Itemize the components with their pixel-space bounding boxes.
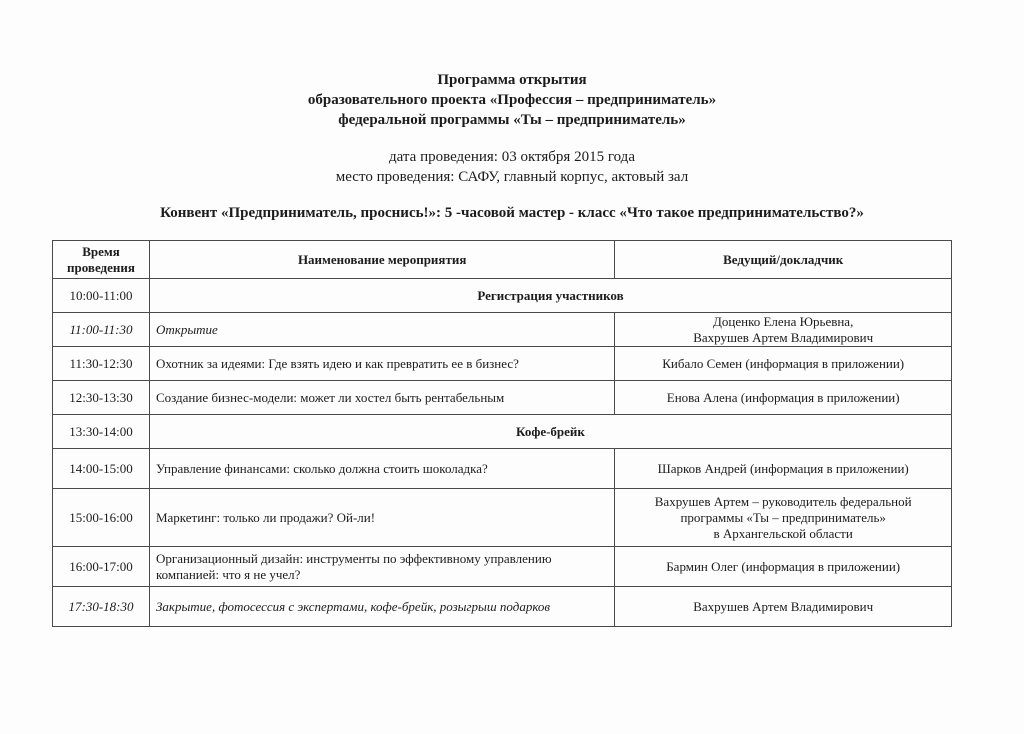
program-title [0, 70, 1024, 130]
event-meta [0, 147, 1024, 187]
table-row [53, 415, 952, 449]
row-host: Енова Алена (информация в приложении) [615, 381, 952, 415]
row-event: Охотник за идеями: Где взять идею и как превратить ее в бизнес? [149, 347, 614, 381]
row-time: 14:00-15:00 [53, 449, 150, 489]
row-event-spanning: Кофе-брейк [149, 415, 951, 449]
event-date: дата проведения: 03 октября 2015 года [389, 149, 635, 165]
row-event: Управление финансами: сколько должна стоить шоколадка? [149, 449, 614, 489]
title-line-1: Программа открытия [437, 72, 587, 88]
row-host-line-3: в Архангельской области [713, 525, 853, 541]
table-row [53, 313, 952, 347]
header-time-line-1: Время [82, 243, 120, 259]
row-event: Закрытие, фотосессия с экспертами, кофе-брейк, розыгрыш подарков [149, 587, 614, 627]
header-time [53, 241, 150, 279]
table-header-row [53, 241, 952, 279]
row-host-line-2: Вахрушев Артем Владимирович [693, 329, 874, 345]
row-event-spanning: Регистрация участников [149, 279, 951, 313]
row-time: 11:30-12:30 [53, 347, 150, 381]
schedule-table [52, 240, 952, 627]
header-host: Ведущий/докладчик [615, 241, 952, 279]
header-time-line-2: проведения [67, 259, 135, 275]
row-host-line-1: Доценко Елена Юрьевна, [713, 313, 854, 329]
table-row [53, 449, 952, 489]
event-place: место проведения: САФУ, главный корпус, актовый зал [335, 169, 689, 185]
row-host-line-2: программы «Ты – предприниматель» [680, 509, 886, 525]
row-event: Открытие [149, 313, 614, 347]
row-event-line-1: Организационный дизайн: инструменты по эффективному управлению [155, 550, 552, 566]
row-host: Шарков Андрей (информация в приложении) [615, 449, 952, 489]
title-line-3: федеральной программы «Ты – предприниматель» [338, 112, 686, 128]
table-row [53, 279, 952, 313]
row-host: Кибало Семен (информация в приложении) [615, 347, 952, 381]
row-time: 11:00-11:30 [53, 313, 150, 347]
header-event: Наименование мероприятия [149, 241, 614, 279]
row-time: 13:30-14:00 [53, 415, 150, 449]
table-row [53, 547, 952, 587]
row-event-line-2: компанией: что я не учел? [155, 566, 301, 582]
row-host [615, 489, 952, 547]
row-event: Маркетинг: только ли продажи? Ой-ли! [149, 489, 614, 547]
row-host: Бармин Олег (информация в приложении) [615, 547, 952, 587]
table-row [53, 347, 952, 381]
row-host: Вахрушев Артем Владимирович [615, 587, 952, 627]
row-time: 12:30-13:30 [53, 381, 150, 415]
row-time: 15:00-16:00 [53, 489, 150, 547]
row-time: 16:00-17:00 [53, 547, 150, 587]
row-host [615, 313, 952, 347]
row-time: 10:00-11:00 [53, 279, 150, 313]
row-time: 17:30-18:30 [53, 587, 150, 627]
table-row [53, 381, 952, 415]
table-row [53, 587, 952, 627]
row-event: Создание бизнес-модели: может ли хостел быть рентабельным [149, 381, 614, 415]
convent-subtitle: Конвент «Предприниматель, проснись!»: 5 -часовой мастер - класс «Что такое предпринимательство?» [160, 205, 864, 221]
row-event [149, 547, 614, 587]
title-line-2: образовательного проекта «Профессия – предприниматель» [307, 92, 717, 108]
table-row [53, 489, 952, 547]
row-host-line-1: Вахрушев Артем – руководитель федеральной [654, 493, 912, 509]
